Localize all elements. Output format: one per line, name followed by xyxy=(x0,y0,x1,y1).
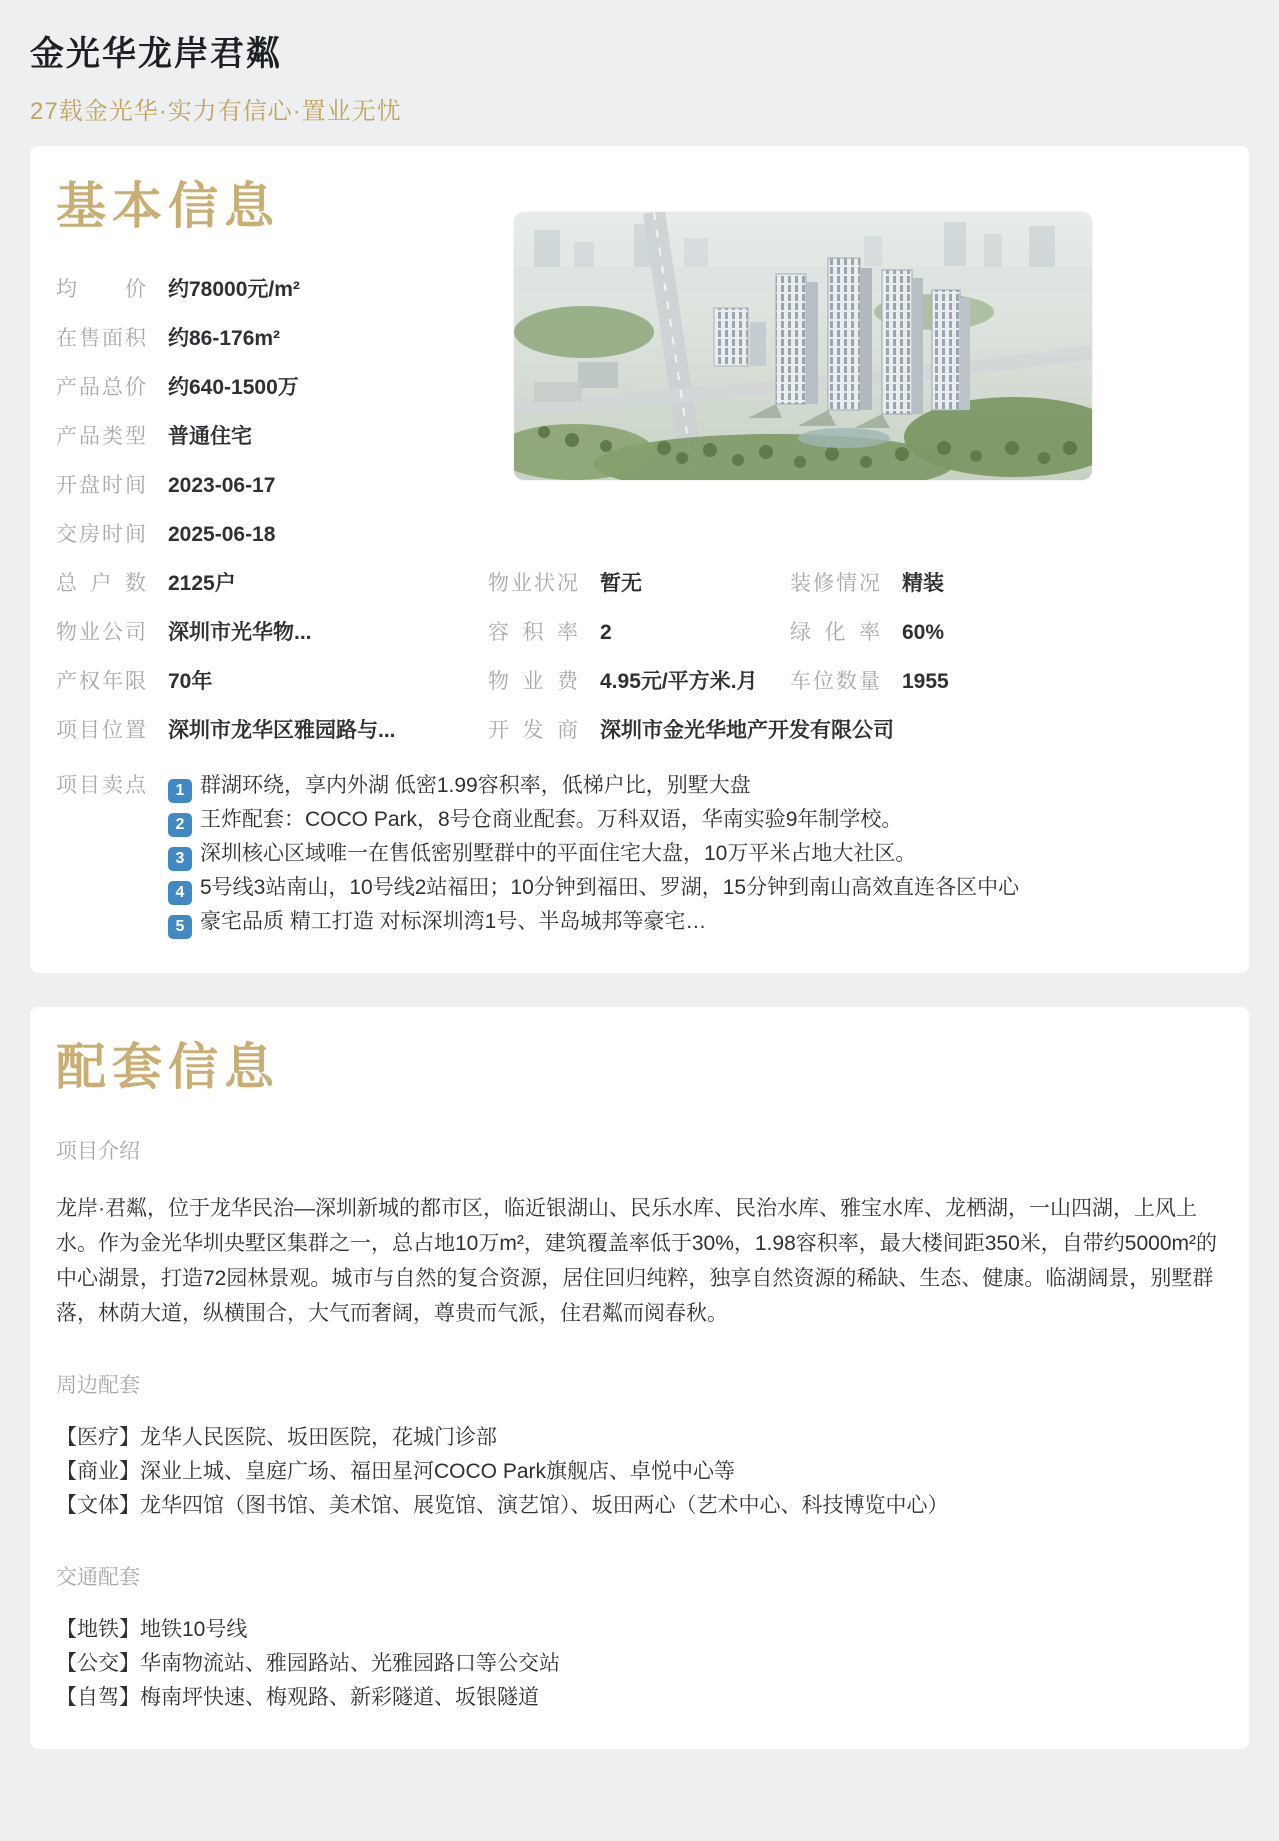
field-row-parking-spaces xyxy=(790,670,1223,694)
field-value: 深圳市光华物... xyxy=(168,621,312,644)
selling-point-text: 豪宅品质 精工打造 对标深圳湾1号、半岛城邦等豪宅… xyxy=(200,910,707,933)
selling-point-badge: 4 xyxy=(168,881,192,905)
field-value: 约640-1500万 xyxy=(168,376,299,399)
field-row-opening-date xyxy=(56,474,488,498)
field-value: 普通住宅 xyxy=(168,425,252,448)
field-row-greening-rate xyxy=(790,621,1223,645)
field-value: 约86-176m² xyxy=(168,327,281,350)
field-row-total-price xyxy=(56,376,488,400)
field-label: 产品类型 xyxy=(56,425,146,448)
traffic-facilities-label: 交通配套 xyxy=(56,1566,140,1589)
page-subtitle: 27载金光华·实力有信心·置业无忧 xyxy=(30,98,402,125)
field-row-avg-price xyxy=(56,278,488,302)
field-value: 深圳市龙华区雅园路与... xyxy=(168,719,396,742)
nearby-facilities-list xyxy=(56,1421,1223,1523)
field-value: 60% xyxy=(902,621,945,644)
selling-point-text: 王炸配套：COCO Park，8号仓商业配套。万科双语，华南实验9年制学校。 xyxy=(200,808,903,831)
field-label: 均价 xyxy=(56,278,146,301)
nearby-item-commerce: 【商业】深业上城、皇庭广场、福田星河COCO Park旗舰店、卓悦中心等 xyxy=(56,1460,736,1483)
field-label: 车位数量 xyxy=(790,670,880,693)
selling-point-text: 深圳核心区域唯一在售低密别墅群中的平面住宅大盘，10万平米占地大社区。 xyxy=(200,842,917,865)
selling-points-label: 项目卖点 xyxy=(56,774,146,797)
selling-point-badge: 1 xyxy=(168,779,192,803)
field-label: 产品总价 xyxy=(56,376,146,399)
field-row-property-fee xyxy=(488,670,790,694)
selling-point-text: 群湖环绕，享内外湖 低密1.99容积率，低梯户比，别墅大盘 xyxy=(200,774,751,797)
selling-point-badge: 3 xyxy=(168,847,192,871)
selling-point-item xyxy=(168,871,1223,905)
basic-info-right-column xyxy=(488,176,1223,547)
field-value: 深圳市金光华地产开发有限公司 xyxy=(600,719,894,742)
field-value: 1955 xyxy=(902,670,949,693)
basic-info-left-column xyxy=(56,176,488,547)
selling-point-item xyxy=(168,769,1223,803)
field-label: 物业状况 xyxy=(488,572,578,595)
field-row-plot-ratio xyxy=(488,621,790,645)
field-row-property-company xyxy=(56,621,488,645)
field-value: 2025-06-18 xyxy=(168,523,276,546)
field-label: 容积率 xyxy=(488,621,578,644)
field-value: 70年 xyxy=(168,670,213,693)
selling-point-text: 5号线3站南山，10号线2站福田；10分钟到福田、罗湖，15分钟到南山高效直连各区中心 xyxy=(200,876,1020,899)
field-value: 约78000元/m² xyxy=(168,278,300,301)
property-aerial-render[interactable] xyxy=(514,212,1092,480)
traffic-item-drive: 【自驾】梅南坪快速、梅观路、新彩隧道、坂银隧道 xyxy=(56,1686,539,1709)
field-label: 在售面积 xyxy=(56,327,146,350)
field-row-property-status xyxy=(488,572,790,596)
field-label: 开盘时间 xyxy=(56,474,146,497)
field-row-delivery-date xyxy=(56,523,488,547)
selling-point-item xyxy=(168,905,1223,939)
selling-point-badge: 5 xyxy=(168,915,192,939)
selling-points xyxy=(56,769,1223,939)
nearby-item-medical: 【医疗】龙华人民医院、坂田医院，花城门诊部 xyxy=(56,1426,497,1449)
selling-point-item xyxy=(168,837,1223,871)
aerial-render-illustration xyxy=(514,212,1092,480)
traffic-item-metro: 【地铁】地铁10号线 xyxy=(56,1618,248,1641)
field-row-location xyxy=(56,719,488,743)
field-value: 4.95元/平方米.月 xyxy=(600,670,758,693)
selling-point-badge: 2 xyxy=(168,813,192,837)
facilities-title: 配套信息 xyxy=(56,1039,280,1095)
field-label: 绿化率 xyxy=(790,621,880,644)
field-row-developer xyxy=(488,719,1223,743)
field-label: 装修情况 xyxy=(790,572,880,595)
field-label: 物业公司 xyxy=(56,621,146,644)
field-row-product-type xyxy=(56,425,488,449)
field-label: 开发商 xyxy=(488,719,578,742)
basic-info-grid xyxy=(56,547,1223,743)
field-value: 2125户 xyxy=(168,572,236,595)
field-label: 交房时间 xyxy=(56,523,146,546)
nearby-facilities-label: 周边配套 xyxy=(56,1374,140,1397)
traffic-facilities-list xyxy=(56,1613,1223,1715)
traffic-item-bus: 【公交】华南物流站、雅园路站、光雅园路口等公交站 xyxy=(56,1652,560,1675)
selling-point-item xyxy=(168,803,1223,837)
field-label: 项目位置 xyxy=(56,719,146,742)
field-label: 总户数 xyxy=(56,572,146,595)
selling-points-list xyxy=(168,769,1223,939)
field-row-decoration xyxy=(790,572,1223,596)
page-title: 金光华龙岸君粼 xyxy=(30,35,282,73)
field-row-tenure xyxy=(56,670,488,694)
field-label: 物业费 xyxy=(488,670,578,693)
field-value: 2 xyxy=(600,621,612,644)
basic-info-card xyxy=(30,146,1249,973)
basic-info-title: 基本信息 xyxy=(56,178,280,234)
page-header xyxy=(0,0,1279,146)
field-value: 2023-06-17 xyxy=(168,474,276,497)
field-row-area-on-sale xyxy=(56,327,488,351)
field-value: 精装 xyxy=(902,572,944,595)
field-value: 暂无 xyxy=(600,572,642,595)
project-intro-label: 项目介绍 xyxy=(56,1140,140,1163)
basic-info-top xyxy=(56,176,1223,547)
project-intro-paragraph: 龙岸·君粼，位于龙华民治—深圳新城的都市区，临近银湖山、民乐水库、民治水库、雅宝水库、龙栖湖，一山四湖，上风上水。作为金光华圳央墅区集群之一，总占地10万m²，建筑覆盖率低于30%，1.98容积率，最大楼间距350米，自带约5000m²的中心湖景，打造72园林景观。城市与自然的复合资源，居住回归纯粹，独享自然资源的稀缺、生态、健康。临湖阔景，别墅群落，林荫大道，纵横围合，大气而奢阔，尊贵而气派，住君粼而阅春秋。 xyxy=(56,1197,1217,1325)
field-label: 产权年限 xyxy=(56,670,146,693)
field-row-total-households xyxy=(56,572,488,596)
nearby-item-culture: 【文体】龙华四馆（图书馆、美术馆、展览馆、演艺馆）、坂田两心（艺术中心、科技博览中心） xyxy=(56,1494,949,1517)
facilities-card xyxy=(30,1007,1249,1749)
